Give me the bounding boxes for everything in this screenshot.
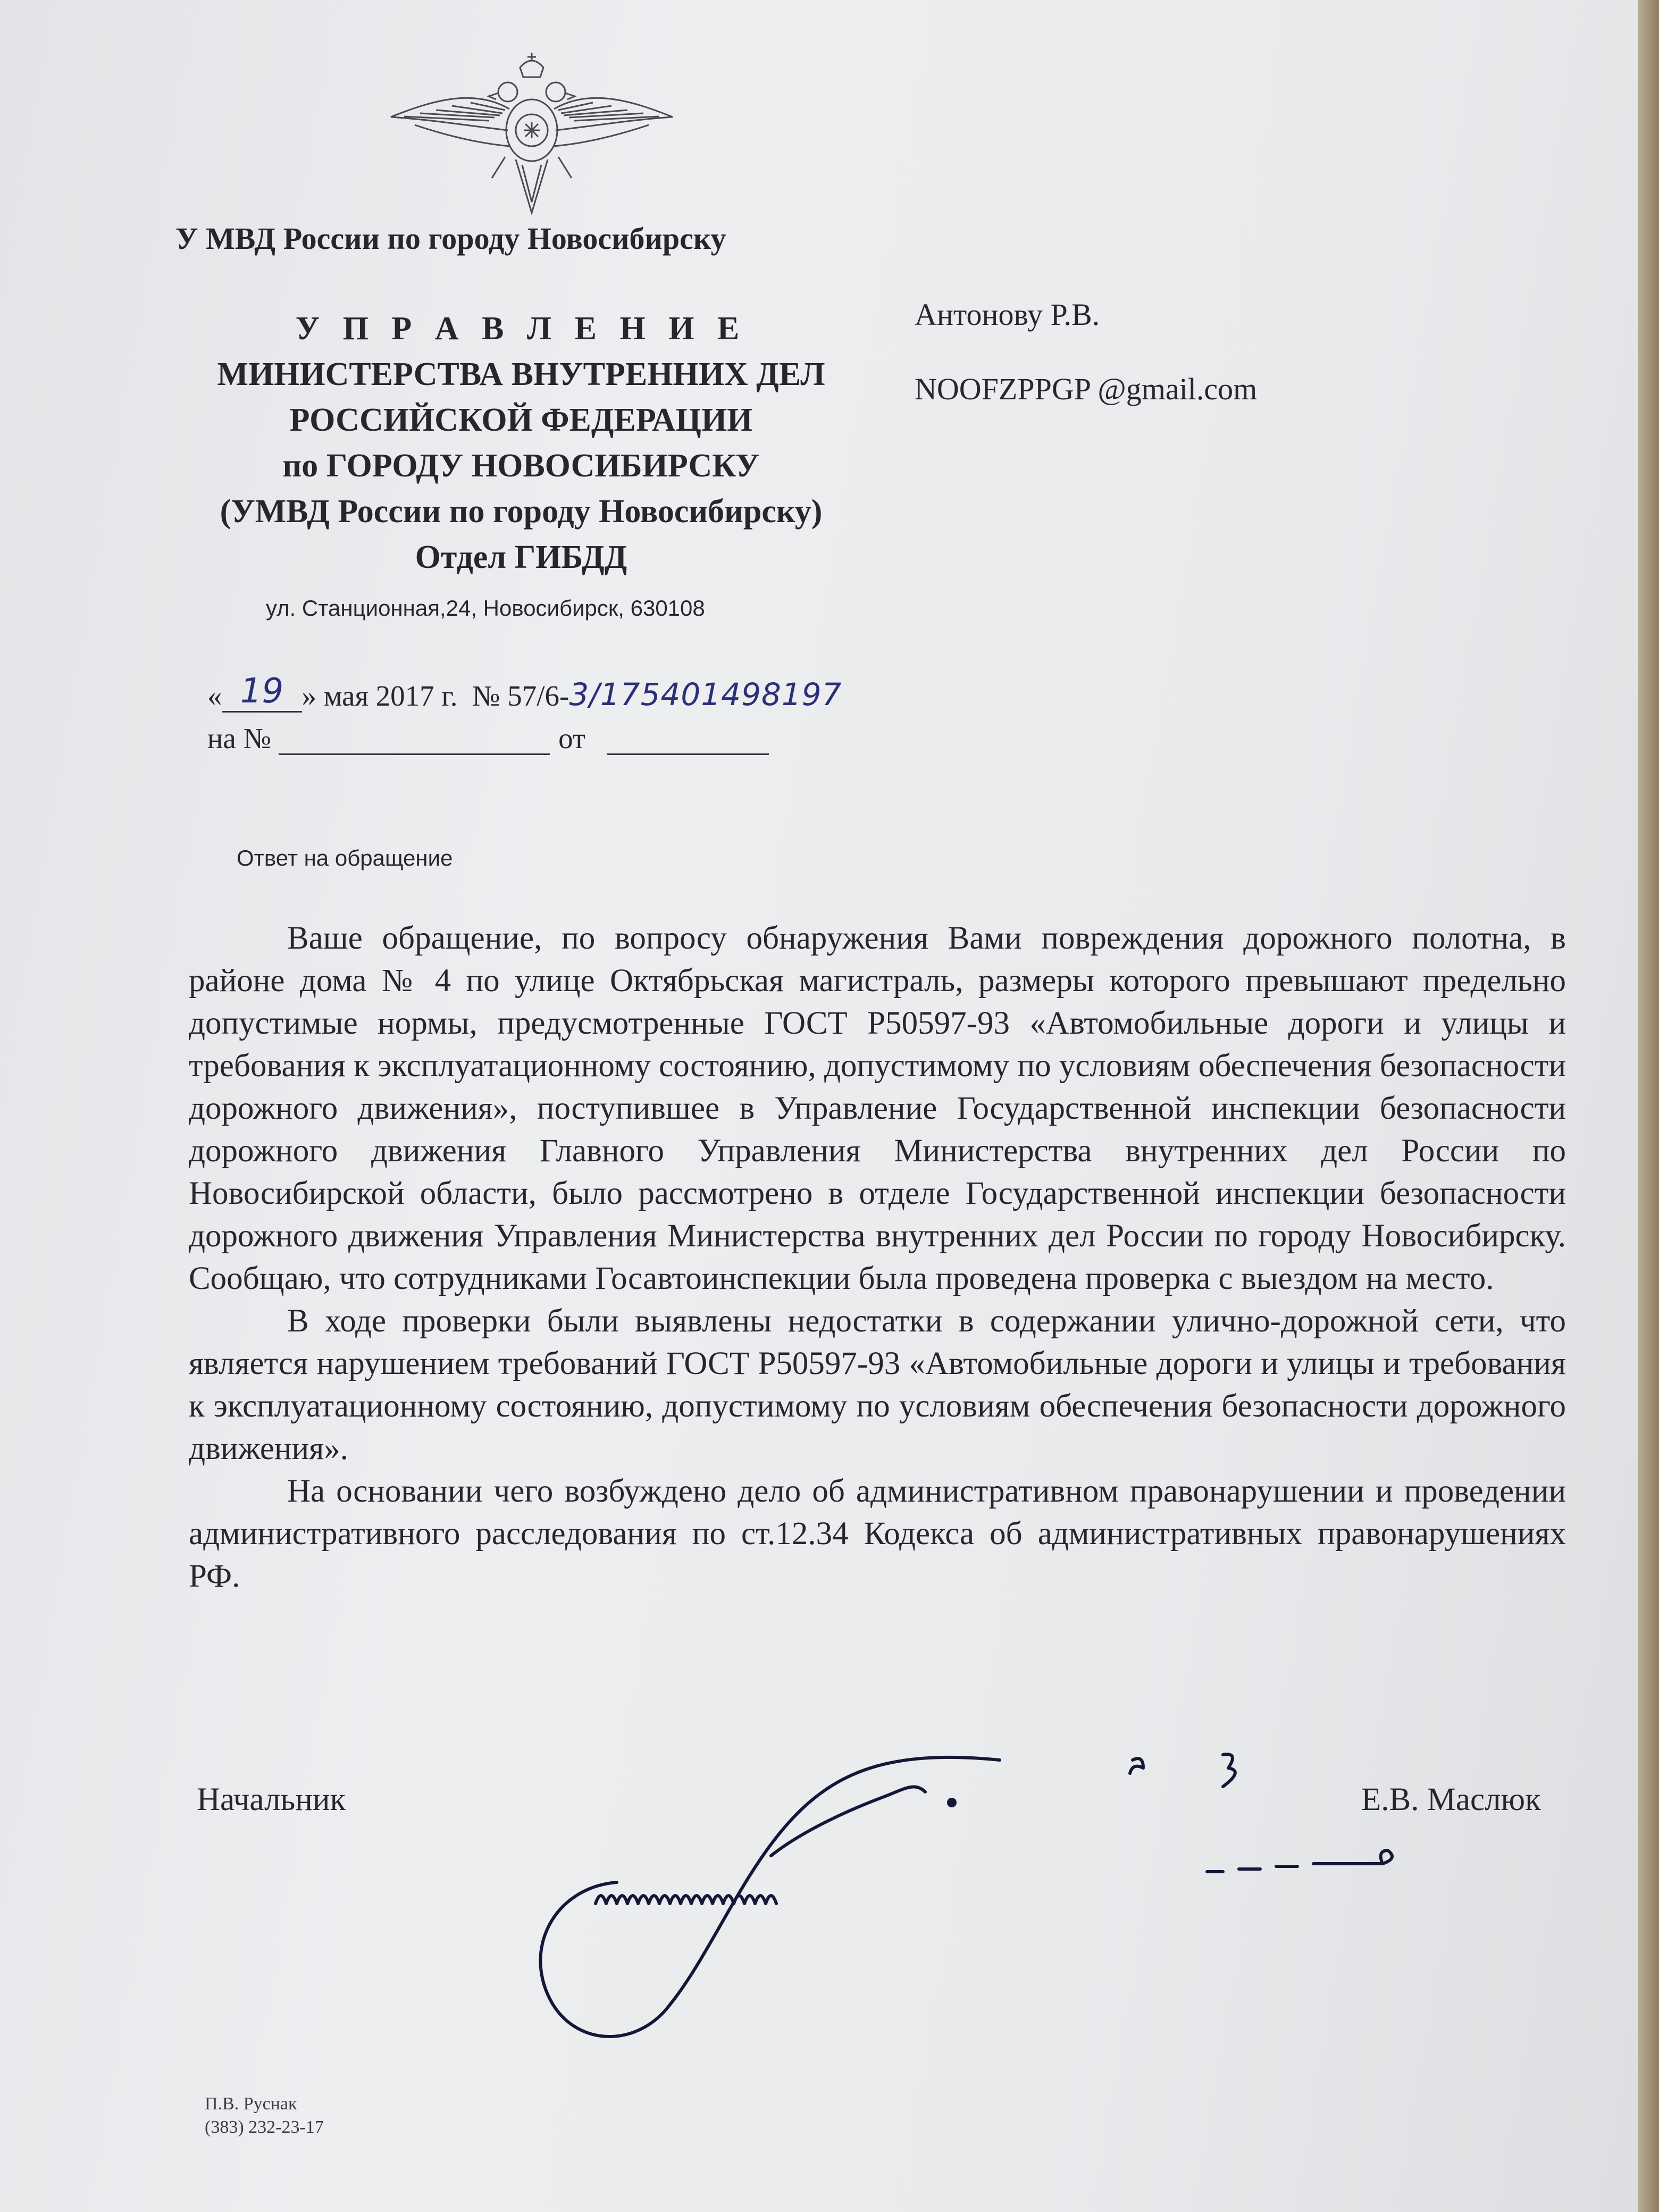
agency-address: ул. Станционная,24, Новосибирск, 630108 (266, 596, 705, 621)
date-day-handwritten: 19 (222, 672, 302, 713)
body-paragraph: На основании чего возбуждено дело об административном правонарушении и проведении административного расследования по ст.12.34 Кодекса об административных правонарушениях РФ. (189, 1473, 1566, 1594)
letterhead-line: (УМВД России по городу Новосибирску) (220, 493, 823, 530)
letter-body (189, 917, 1566, 1598)
letter-subject: Ответ на обращение (237, 845, 453, 870)
reference-block (207, 670, 1005, 755)
addressee-name: Антонову Р.В. (915, 297, 1100, 332)
desk-edge (1638, 0, 1659, 2212)
addressee-email: NOOFZPPGP @gmail.com (915, 372, 1258, 406)
executor-phone: (383) 232-23-17 (205, 2117, 324, 2137)
signatory-name: Е.В. Маслюк (1361, 1782, 1541, 1817)
executor-name: П.В. Руснак (205, 2094, 297, 2114)
body-paragraph: Ваше обращение, по вопросу обнаружения Вами повреждения дорожного полотна, в районе дома № 4 по улице Октябрьская магистраль, размеры которого превышают предельно допустимые нормы, предусмотренные ГОСТ Р50597-93 «Автомобильные дороги и улицы и требования к эксплуатационному состоянию, допустимому по условиям обеспечения безопасности дорожного движения», поступившее в Управление Государственной инспекции безопасности дорожного движения Главного Управления Министерства внутренних дел России по Новосибирской области, было рассмотрено в отделе Государственной инспекции безопасности дорожного движения Управления Министерства внутренних дел России по городу Новосибирску. Сообщаю, что сотрудниками Госавтоинспекции была проведена проверка с выездом на место. (189, 920, 1566, 1296)
letterhead-line: У П Р А В Л Е Н И Е (295, 311, 747, 347)
addressee-block (915, 295, 1553, 409)
incoming-date-blank (607, 722, 769, 755)
executor-footer (205, 2092, 324, 2139)
agency-short-title: У МВД России по городу Новосибирску (175, 221, 726, 256)
incoming-date-label: от (558, 722, 585, 755)
outgoing-reference-line (207, 670, 1005, 713)
signatory-title: Начальник (197, 1782, 346, 1817)
letterhead-line: Отдел ГИБДД (415, 539, 627, 575)
incoming-number-blank (279, 722, 550, 755)
letterhead-line: по ГОРОДУ НОВОСИБИРСКУ (282, 448, 760, 484)
agency-letterhead (160, 306, 883, 580)
handwritten-signature (521, 1749, 1425, 2058)
date-open-quote: « (207, 680, 222, 712)
letterhead-line: РОССИЙСКОЙ ФЕДЕРАЦИИ (289, 402, 753, 438)
outgoing-number-handwritten: 3/175401498197 (569, 676, 842, 713)
date-month-year-number: » мая 2017 г. № 57/6- (301, 680, 569, 712)
incoming-number-label: на № (207, 722, 272, 755)
mvd-emblem-icon (383, 51, 681, 226)
incoming-reference-line (207, 713, 1005, 755)
letterhead-line: МИНИСТЕРСТВА ВНУТРЕННИХ ДЕЛ (217, 356, 825, 392)
body-paragraph: В ходе проверки были выявлены недостатки в содержании улично-дорожной сети, что является нарушением требований ГОСТ Р50597-93 «Автомобильные дороги и улицы и требования к эксплуатационному состоянию, допустимому по условиям обеспечения безопасности дорожного движения». (189, 1303, 1566, 1467)
